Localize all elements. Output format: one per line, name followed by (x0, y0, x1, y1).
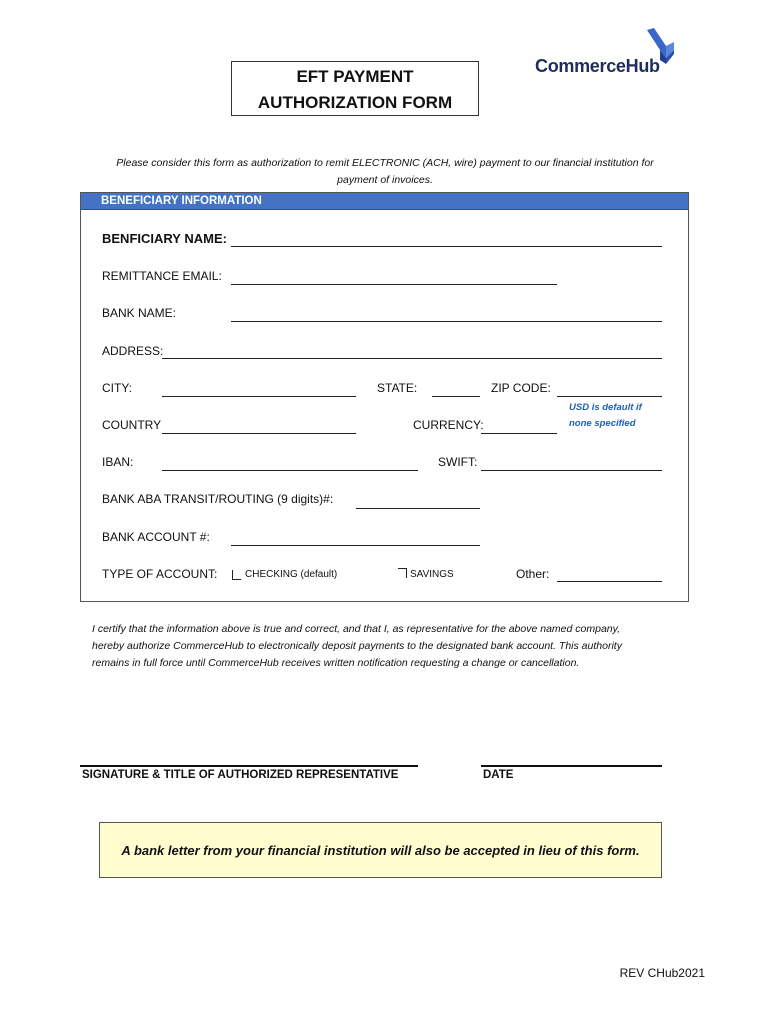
aba-routing-label: BANK ABA TRANSIT/ROUTING (9 digits)#: (102, 492, 334, 506)
address-label: ADDRESS: (102, 344, 164, 358)
remittance-email-field[interactable] (231, 284, 557, 285)
form-title-line1: EFT PAYMENT (296, 67, 414, 86)
beneficiary-name-field[interactable] (231, 246, 662, 247)
savings-checkbox[interactable] (398, 568, 407, 578)
state-field[interactable] (432, 396, 480, 397)
iban-label: IBAN: (102, 455, 134, 469)
intro-line1: Please consider this form as authorization to remit ELECTRONIC (ACH, wire) payment to our financial institution for (116, 157, 654, 169)
signature-label: SIGNATURE & TITLE OF AUTHORIZED REPRESENTATIVE (82, 769, 399, 781)
currency-label: CURRENCY: (413, 418, 484, 432)
checking-label: CHECKING (default) (245, 569, 338, 580)
other-label: Other: (516, 567, 550, 581)
account-number-field[interactable] (231, 545, 480, 546)
swift-label: SWIFT: (438, 455, 478, 469)
revision-label: REV CHub2021 (619, 966, 705, 980)
zip-code-label: ZIP CODE: (491, 381, 551, 395)
bank-name-field[interactable] (231, 321, 662, 322)
account-number-label: BANK ACCOUNT #: (102, 530, 210, 544)
date-label: DATE (483, 769, 514, 781)
section-header-beneficiary: BENEFICIARY INFORMATION (81, 193, 688, 210)
city-field[interactable] (162, 396, 356, 397)
other-field[interactable] (557, 581, 662, 582)
signature-line[interactable] (80, 765, 418, 767)
bank-letter-notice: A bank letter from your financial institution will also be accepted in lieu of this form. (99, 822, 662, 878)
date-line[interactable] (481, 765, 662, 767)
checking-checkbox[interactable] (232, 570, 241, 580)
iban-field[interactable] (162, 470, 418, 471)
beneficiary-name-label: BENFICIARY NAME: (102, 231, 227, 246)
remittance-email-label: REMITTANCE EMAIL: (102, 269, 222, 283)
intro-line2: payment of invoices. (337, 174, 433, 186)
country-field[interactable] (162, 433, 356, 434)
address-field[interactable] (162, 358, 662, 359)
form-title-line2: AUTHORIZATION FORM (257, 93, 453, 112)
intro-text (82, 155, 688, 189)
commercehub-logo-text: CommerceHub (535, 56, 660, 76)
zip-code-field[interactable] (557, 396, 662, 397)
savings-label: SAVINGS (410, 569, 454, 580)
account-type-label: TYPE OF ACCOUNT: (102, 567, 218, 581)
country-label: COUNTRY (102, 418, 162, 432)
currency-note-line1: USD is default if (569, 402, 642, 413)
form-title (231, 61, 479, 116)
certification-line2: hereby authorize CommerceHub to electronically deposit payments to the designated bank account. This authority (92, 640, 622, 652)
currency-default-note (569, 400, 642, 432)
certification-line1: I certify that the information above is true and correct, and that I, as representative for the above named company, (92, 623, 621, 635)
swift-field[interactable] (481, 470, 662, 471)
currency-note-line2: none specified (569, 418, 636, 429)
aba-routing-field[interactable] (356, 508, 480, 509)
city-label: CITY: (102, 381, 133, 395)
certification-line3: remains in full force until CommerceHub receives written notification requesting a change or cancellation. (92, 657, 580, 669)
currency-field[interactable] (481, 433, 557, 434)
certification-text (92, 621, 692, 672)
bank-name-label: BANK NAME: (102, 306, 177, 320)
state-label: STATE: (377, 381, 418, 395)
